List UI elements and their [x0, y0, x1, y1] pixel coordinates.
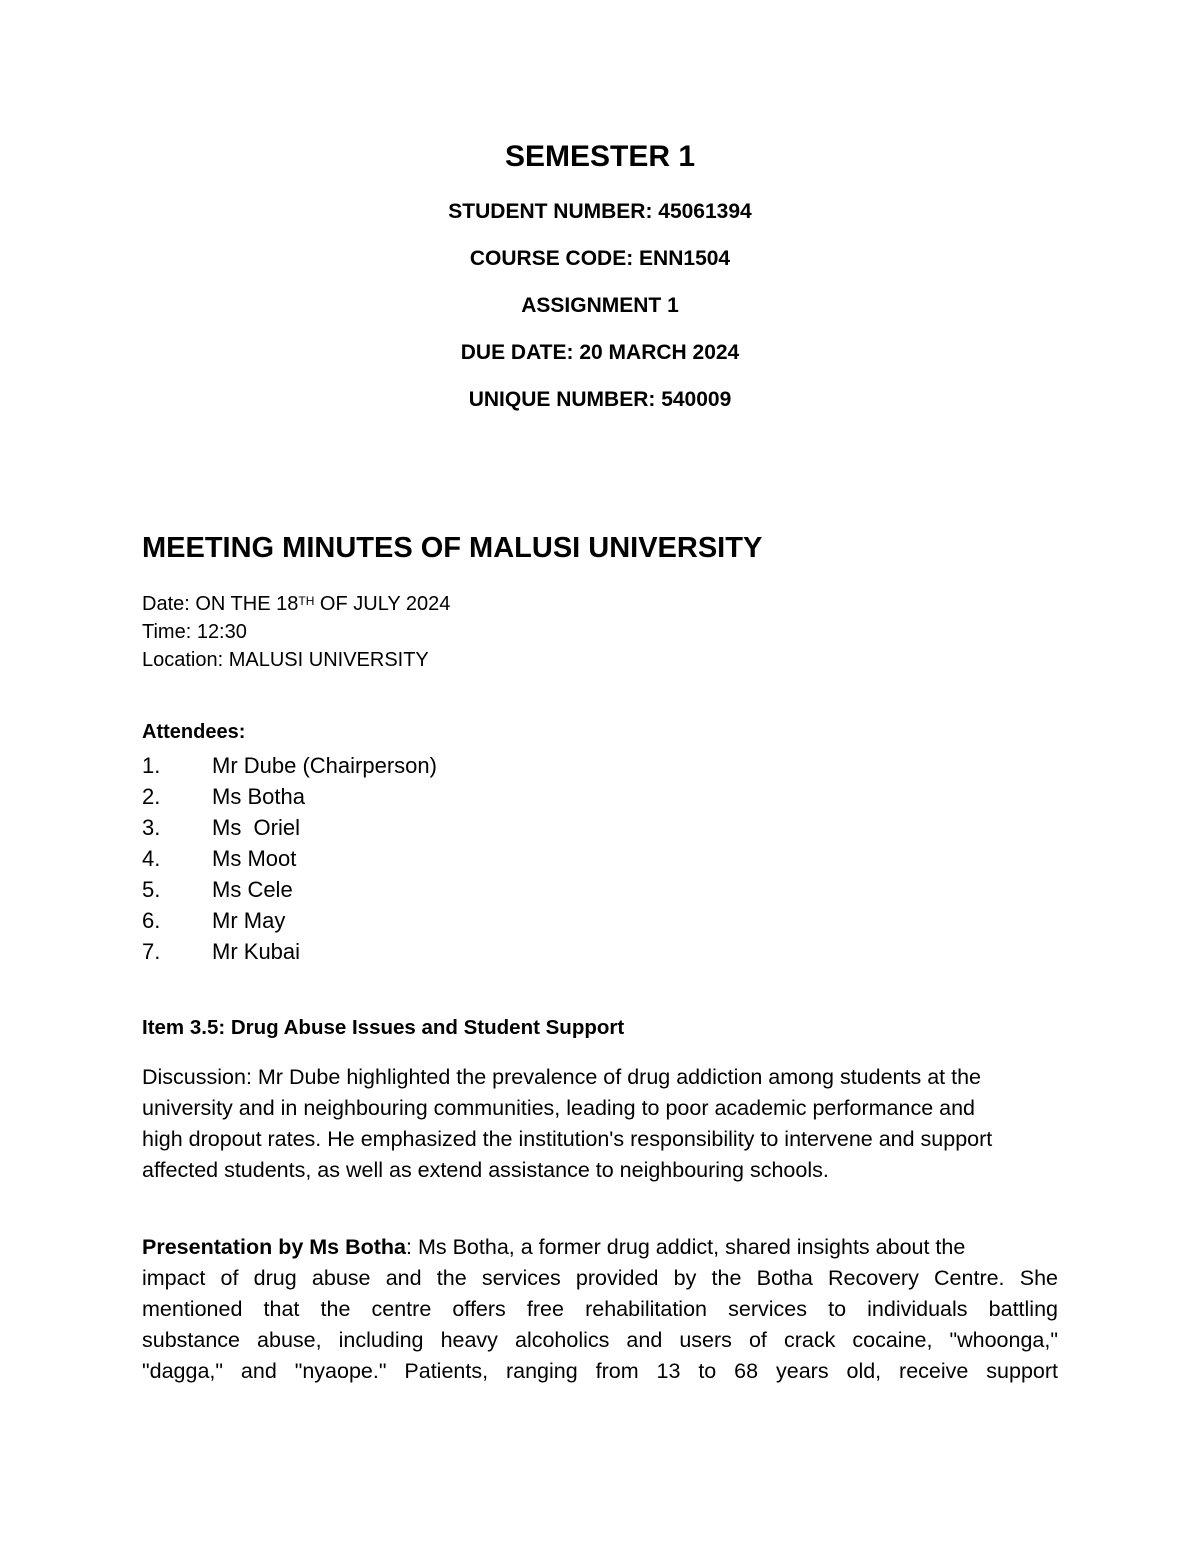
discussion-line: university and in neighbouring communities, leading to poor academic performance and — [142, 1096, 976, 1120]
attendee-item — [142, 939, 300, 965]
student-number: STUDENT NUMBER: 45061394 — [448, 200, 752, 223]
meeting-date-sup: TH — [298, 594, 315, 608]
due-date: DUE DATE: 20 MARCH 2024 — [460, 341, 740, 364]
discussion-line: high dropout rates. He emphasized the institution's responsibility to intervene and support — [142, 1127, 993, 1151]
attendee-name: Ms Oriel — [212, 815, 300, 840]
unique-number: UNIQUE NUMBER: 540009 — [468, 388, 732, 411]
presentation-line: impact of drug abuse and the services provided by the Botha Recovery Centre. She — [142, 1266, 1058, 1290]
attendee-number: 3. — [142, 815, 161, 840]
attendees-heading: Attendees: — [142, 721, 246, 743]
discussion-line: affected students, as well as extend assistance to neighbouring schools. — [142, 1158, 829, 1182]
attendee-name: Ms Cele — [212, 877, 293, 902]
attendee-item — [142, 908, 285, 934]
attendee-item — [142, 877, 293, 903]
meeting-date-prefix: Date: ON THE 18 — [142, 593, 299, 615]
discussion-line: Discussion: Mr Dube highlighted the prevalence of drug addiction among students at the — [142, 1065, 982, 1089]
presentation-label: Presentation by Ms Botha — [142, 1235, 407, 1259]
attendee-item — [142, 784, 305, 810]
attendee-name: Mr Dube (Chairperson) — [212, 753, 437, 778]
presentation-line: mentioned that the centre offers free rehabilitation services to individuals battling — [142, 1297, 1058, 1321]
agenda-item-title: Item 3.5: Drug Abuse Issues and Student Support — [142, 1016, 625, 1039]
assignment-label: ASSIGNMENT 1 — [521, 294, 679, 317]
presentation-line: "dagga," and "nyaope." Patients, ranging from 13 to 68 years old, receive support — [142, 1359, 1058, 1383]
attendee-number: 1. — [142, 753, 161, 778]
attendee-name: Mr May — [212, 908, 286, 933]
attendee-number: 2. — [142, 784, 161, 809]
semester-heading: SEMESTER 1 — [504, 140, 696, 173]
attendee-name: Mr Kubai — [212, 939, 301, 964]
attendee-number: 7. — [142, 939, 161, 964]
presentation-first-text: : Ms Botha, a former drug addict, shared insights about the — [406, 1235, 966, 1259]
attendee-number: 4. — [142, 846, 161, 871]
attendee-name: Ms Moot — [212, 846, 297, 871]
attendee-item — [142, 753, 437, 779]
meeting-date-suffix: OF JULY 2024 — [314, 593, 451, 615]
attendee-number: 5. — [142, 877, 161, 902]
attendee-number: 6. — [142, 908, 161, 933]
minutes-title: MEETING MINUTES OF MALUSI UNIVERSITY — [142, 532, 763, 564]
attendee-name: Ms Botha — [212, 784, 305, 809]
attendee-item — [142, 846, 296, 872]
attendee-item — [142, 815, 300, 841]
meeting-time: Time: 12:30 — [142, 621, 247, 643]
meeting-date — [142, 590, 450, 619]
presentation-line: substance abuse, including heavy alcoholics and users of crack cocaine, "whoonga," — [142, 1328, 1058, 1352]
course-code: COURSE CODE: ENN1504 — [469, 247, 731, 270]
presentation-line — [142, 1235, 1058, 1260]
meeting-location: Location: MALUSI UNIVERSITY — [142, 649, 429, 671]
